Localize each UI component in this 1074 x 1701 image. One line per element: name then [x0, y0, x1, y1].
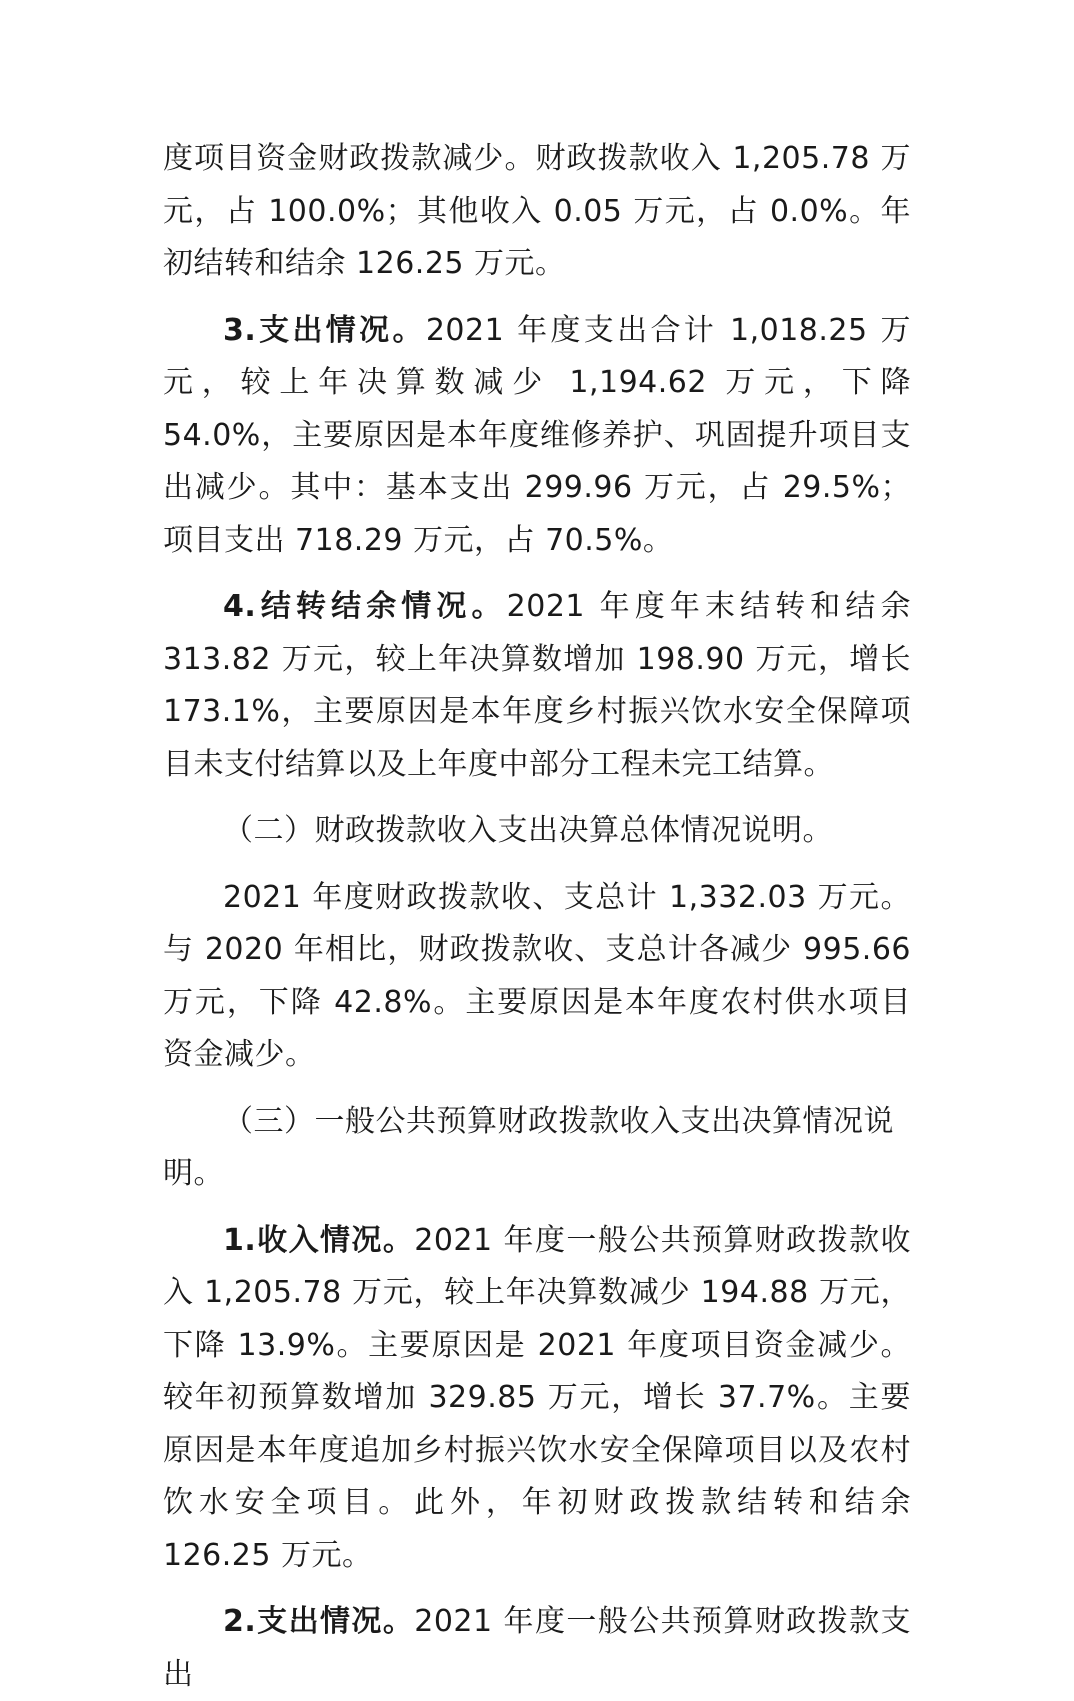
- section-heading-fiscal-total: （二）财政拨款收入支出决算总体情况说明。: [223, 813, 833, 848]
- paragraph-body: 2021 年度一般公共预算财政拨款支出: [163, 1604, 911, 1692]
- paragraph-income-continued: 度项目资金财政拨款减少。财政拨款收入 1,205.78 万元，占 100.0%；其他收入 0.05 万元，占 0.0%。年初结转和结余 126.25 万元。: [163, 141, 911, 281]
- paragraph-body: 2021 年度支出合计 1,018.25 万元，较上年决算数减少 1,194.62 万元，下降 54.0%，主要原因是本年度维修养护、巩固提升项目支出减少。其中：基本支出 299.96 万元，占 29.5%；项目支出 718.29 万元，占 70.5%。: [163, 312, 911, 558]
- paragraph-lead: 2.支出情况。: [223, 1604, 415, 1639]
- paragraph-body: 2021 年度一般公共预算财政拨款收入 1,205.78 万元，较上年决算数减少 194.88 万元，下降 13.9%。主要原因是 2021 年度项目资金减少。较年初预算数增加 329.85 万元，增长 37.7%。主要原因是本年度追加乡村振兴饮水安全保障项目以及农村饮水安全项目。此外，年初财政拨款结转和结余 126.25 万元。: [163, 1222, 911, 1573]
- paragraph-lead: 3.支出情况。: [223, 312, 426, 348]
- paragraph-body: 2021 年度年末结转和结余 313.82 万元，较上年决算数增加 198.90 万元，增长 173.1%，主要原因是本年度乡村振兴饮水安全保障项目未支付结算以及上年度中部分工程未完工结算。: [163, 589, 911, 782]
- paragraph-lead: 4.结转结余情况。: [223, 589, 507, 624]
- paragraph-general-income: [163, 1215, 911, 1583]
- paragraph-expenditure: [163, 305, 911, 568]
- paragraph-general-expenditure: [163, 1596, 911, 1701]
- section-heading-general-budget: （三）一般公共预算财政拨款收入支出决算情况说明。: [163, 1103, 894, 1191]
- paragraph-fiscal-total: 2021 年度财政拨款收、支总计 1,332.03 万元。与 2020 年相比，财政拨款收、支总计各减少 995.66 万元，下降 42.8%。主要原因是本年度农村供水项目资金减少。: [163, 879, 911, 1072]
- document-page: [163, 133, 911, 1701]
- paragraph-carryover: [163, 581, 911, 791]
- paragraph-lead: 1.收入情况。: [223, 1222, 415, 1258]
